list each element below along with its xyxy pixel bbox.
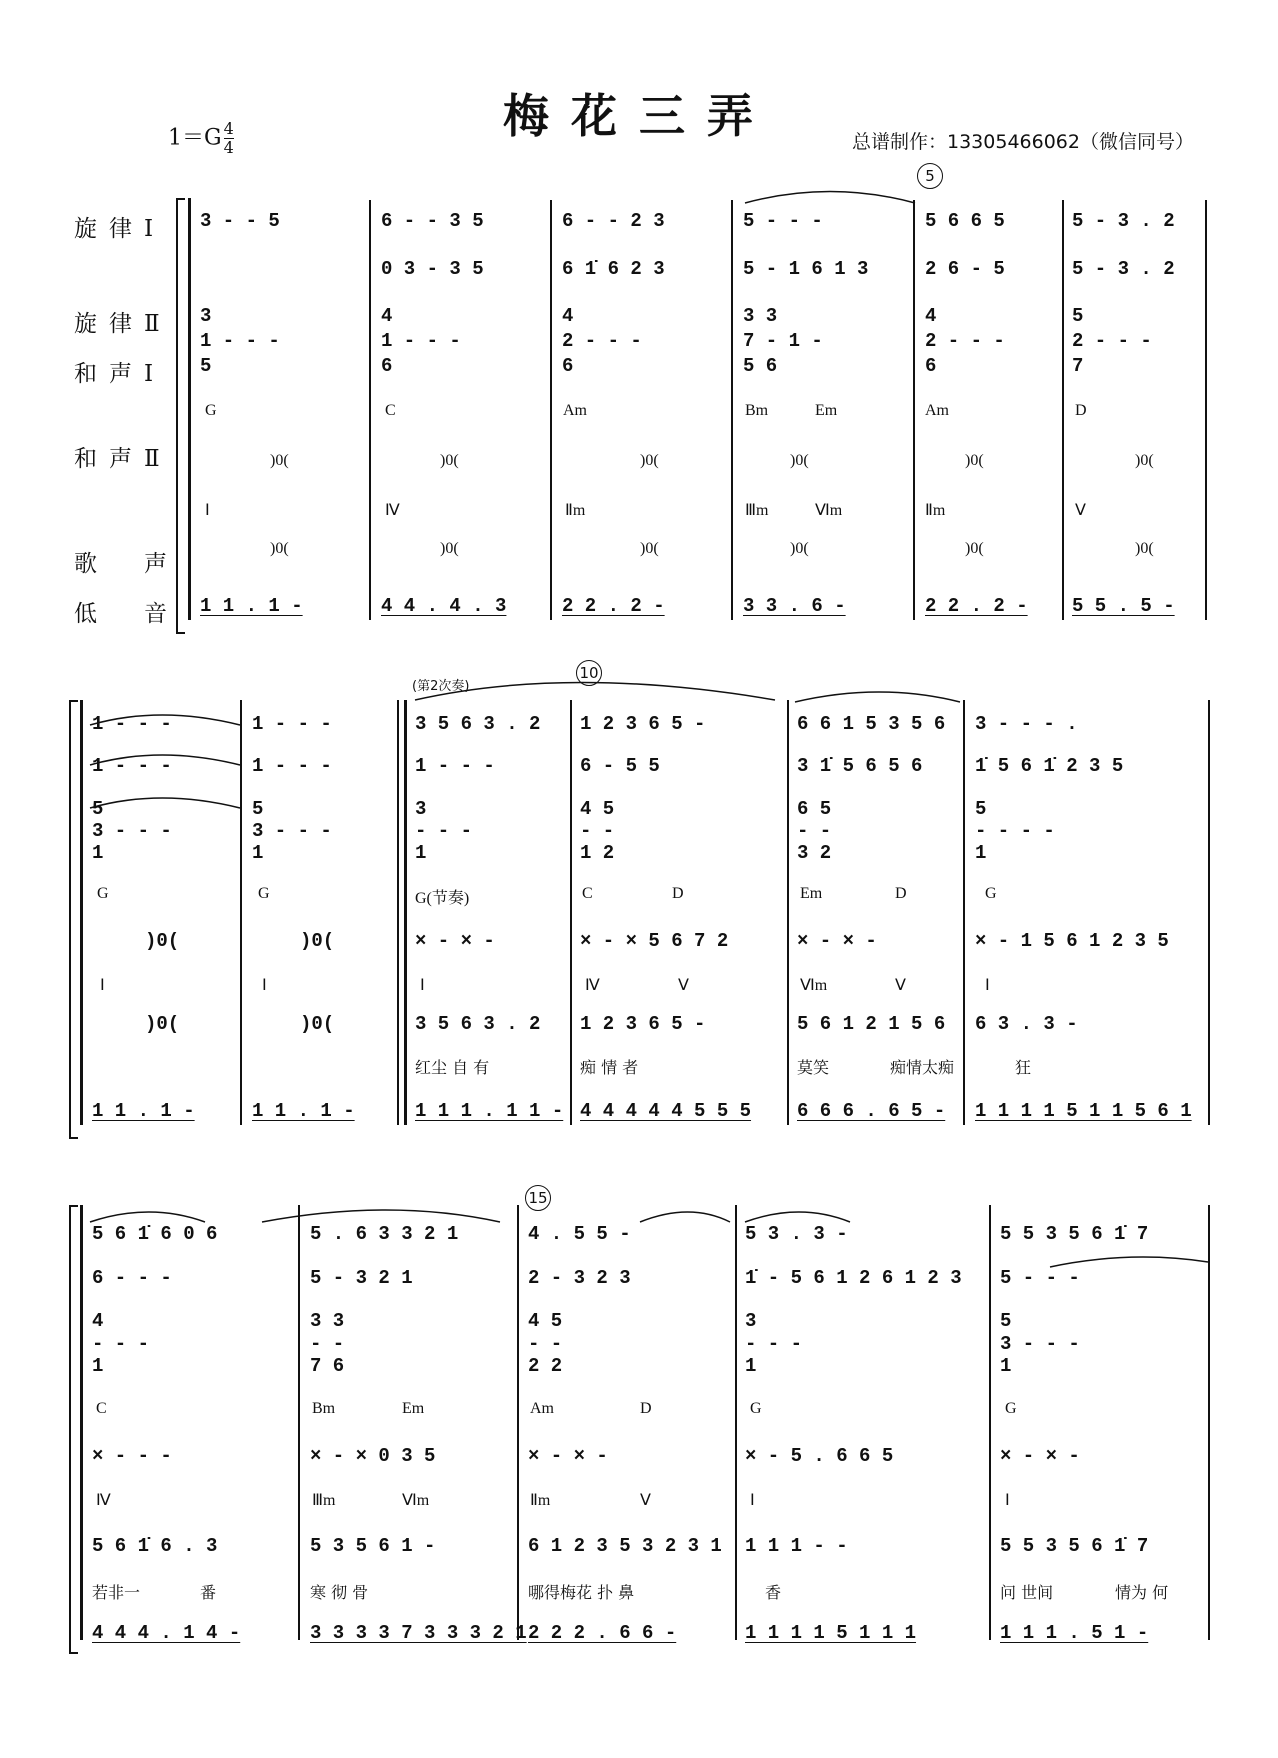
bass-measure: 2 2 2 . 6 6 - (528, 1622, 677, 1644)
bass-measure: 4 4 4 4 4 5 5 5 (580, 1100, 752, 1122)
melody-1-measure: 5 5 3 5 6 1̇ 7 (1000, 1223, 1149, 1245)
roman-numeral: Ⅵm (402, 1492, 430, 1509)
melody-1-measure: 5 6 6 5 (925, 210, 1005, 232)
harmony-top-measure: 4 (381, 305, 393, 327)
vocal-measure: 5 3 5 6 1 - (310, 1535, 436, 1557)
harmony-bottom-measure: 1 (1000, 1355, 1012, 1377)
barline (735, 1205, 737, 1640)
roman-numeral: Ⅱm (925, 502, 946, 519)
chord-symbol: Bm (745, 402, 769, 419)
voice-label-harmony-2: 和声Ⅱ (74, 446, 172, 472)
melody-2-measure: 2 - 3 2 3 (528, 1267, 631, 1289)
roman-numeral: Ⅴ (678, 977, 689, 994)
roman-numeral: Ⅰ (100, 977, 105, 994)
melody-1-measure: 1 2 3 6 5 - (580, 713, 706, 735)
bass-measure: 1 1 1 . 1 1 - (415, 1100, 564, 1122)
barline (570, 700, 572, 1125)
roman-numeral: Ⅰ (262, 977, 267, 994)
voice-label-bass: 低 音 (74, 601, 179, 627)
harmony-mid-measure: 1 - - - (200, 330, 280, 352)
melody-2-measure: 1̇ 5 6 1̇ 2 3 5 (975, 755, 1124, 777)
voice-label-melody-2: 旋律Ⅱ (74, 311, 172, 337)
harmony-mid-measure: 3 - - - (252, 820, 332, 842)
harmony-bottom-measure: 1 (415, 842, 427, 864)
chord-symbol: G(节奏) (415, 890, 470, 907)
barline (550, 200, 552, 620)
barline (369, 200, 371, 620)
harmony-top-measure: 5 (92, 798, 104, 820)
melody-2-measure: 5 - 3 2 1 (310, 1267, 413, 1289)
vocal-rest-mark: )0( (440, 540, 459, 557)
bass-measure: 5 5 . 5 - (1072, 595, 1175, 617)
barline (517, 1205, 519, 1640)
melody-2-measure: 2 6 - 5 (925, 258, 1005, 280)
melody-1-measure: 6 6 1 5 3 5 6 (797, 713, 946, 735)
harmony-mid-measure: - - - (745, 1333, 803, 1355)
melody-2-measure: 6 1̇ 6 2 3 (562, 258, 665, 280)
melody-1-measure: 3 - - - . (975, 713, 1078, 735)
melody-1-measure: 3 - - 5 (200, 210, 280, 232)
harmony-bottom-measure: 1 (252, 842, 264, 864)
melody-2-measure: 1̇ - 5 6 1 2 6 1 2 3 (745, 1267, 962, 1289)
barline (731, 200, 733, 620)
melody-2-measure: 6 - 5 5 (580, 755, 660, 777)
lyric-text: 莫笑 (797, 1058, 830, 1077)
bass-measure: 6 6 6 . 6 5 - (797, 1100, 946, 1122)
melody-2-measure: 6 - - - (92, 1267, 172, 1289)
harmony-top-measure: 4 (92, 1310, 104, 1332)
melody-1-measure: 4 . 5 5 - (528, 1223, 631, 1245)
chord-symbol: D (1075, 402, 1087, 419)
roman-numeral: Ⅵm (815, 502, 843, 519)
melody-1-measure: 5 3 . 3 - (745, 1223, 848, 1245)
barline (913, 200, 915, 620)
roman-numeral: Ⅵm (800, 977, 828, 994)
bass-measure: 1 1 1 1 5 1 1 1 (745, 1622, 917, 1644)
bass-measure: 2 2 . 2 - (925, 595, 1028, 617)
harmony-mid-measure: 3 - - - (92, 820, 172, 842)
harmony-top-measure: 4 (562, 305, 574, 327)
harmony-top-measure: 5 (1000, 1310, 1012, 1332)
voice-label-harmony-1: 和声Ⅰ (74, 361, 166, 387)
time-numerator: 4 (223, 119, 234, 138)
harmony-mid-measure: - - - (415, 820, 473, 842)
melody-1-measure: 5 - - - (743, 210, 823, 232)
vocal-rest-mark: )0( (790, 540, 809, 557)
percussion-measure: )0( (145, 930, 180, 952)
page-title: 梅花三弄 (503, 89, 775, 143)
system-3-start-bar (80, 1205, 83, 1640)
credit-line: 总谱制作：13305466062（微信同号） (852, 131, 1194, 153)
harmony-top-measure: 3 (745, 1310, 757, 1332)
percussion-measure: × - × - (1000, 1445, 1080, 1467)
chord-symbol: Bm (312, 1400, 336, 1417)
harmony-top-measure: 5 (252, 798, 264, 820)
vocal-measure: 5 6 1 2 1 5 6 (797, 1013, 946, 1035)
rest-mark: )0( (1135, 452, 1154, 469)
system-2-brace (69, 700, 78, 1139)
percussion-measure: × - 1 5 6 1 2 3 5 (975, 930, 1169, 952)
lyric-text: 番 (200, 1583, 217, 1602)
bass-measure: 3 3 . 6 - (743, 595, 846, 617)
harmony-bottom-measure: 5 (200, 355, 212, 377)
barline (963, 700, 965, 1125)
melody-2-measure: 5 - - - (1000, 1267, 1080, 1289)
bass-measure: 3 3 3 3 7 3 3 3 2 1 (310, 1622, 527, 1644)
lyric-text: 香 (765, 1583, 782, 1602)
harmony-mid-measure: - - - (92, 1333, 150, 1355)
barline (1208, 700, 1210, 1125)
chord-symbol: G (985, 885, 997, 902)
roman-numeral: Ⅲm (745, 502, 769, 519)
percussion-measure: × - - - (92, 1445, 172, 1467)
harmony-top-measure: 4 5 (528, 1310, 563, 1332)
melody-1-measure: 5 - 3 . 2 (1072, 210, 1175, 232)
harmony-bottom-measure: 3 2 (797, 842, 832, 864)
lyric-text: 狂 (1015, 1058, 1032, 1077)
rehearsal-marker-5: 5 (917, 163, 943, 189)
percussion-measure: )0( (300, 930, 335, 952)
harmony-top-measure: 5 (1072, 305, 1084, 327)
key-signature (168, 120, 234, 157)
harmony-bottom-measure: 5 6 (743, 355, 778, 377)
roman-numeral: Ⅰ (420, 977, 425, 994)
voice-label-melody-1: 旋律Ⅰ (74, 216, 166, 242)
chord-symbol: D (895, 885, 907, 902)
melody-1-measure: 1 - - - (92, 713, 172, 735)
percussion-measure: × - × - (528, 1445, 608, 1467)
melody-1-measure: 6 - - 2 3 (562, 210, 665, 232)
lyric-text: 痴 情 者 (580, 1058, 639, 1077)
time-denominator: 4 (223, 138, 234, 157)
roman-numeral: Ⅳ (385, 502, 400, 519)
roman-numeral: Ⅱm (565, 502, 586, 519)
percussion-measure: × - × 5 6 7 2 (580, 930, 729, 952)
melody-2-measure: 1 - - - (92, 755, 172, 777)
chord-symbol: C (582, 885, 593, 902)
harmony-bottom-measure: 1 2 (580, 842, 615, 864)
bass-measure: 1 1 1 . 5 1 - (1000, 1622, 1149, 1644)
melody-1-measure: 6 - - 3 5 (381, 210, 484, 232)
chord-symbol: G (97, 885, 109, 902)
time-signature (224, 120, 234, 157)
harmony-top-measure: 6 5 (797, 798, 832, 820)
chord-symbol: G (205, 402, 217, 419)
roman-numeral: Ⅴ (895, 977, 906, 994)
barline (1208, 1205, 1210, 1640)
barline (298, 1205, 300, 1640)
harmony-top-measure: 3 3 (310, 1310, 345, 1332)
repeat-bar (404, 700, 407, 1125)
chord-symbol: C (96, 1400, 107, 1417)
system-2-start-bar (80, 700, 83, 1125)
melody-2-measure: 1 - - - (252, 755, 332, 777)
chord-symbol: Em (800, 885, 823, 902)
barline (787, 700, 789, 1125)
second-time-marker: (第2次奏) (412, 679, 470, 694)
chord-symbol: G (750, 1400, 762, 1417)
harmony-top-measure: 4 5 (580, 798, 615, 820)
roman-numeral: Ⅰ (205, 502, 210, 519)
harmony-bottom-measure: 1 (92, 842, 104, 864)
chord-symbol: D (640, 1400, 652, 1417)
chord-symbol: Am (530, 1400, 554, 1417)
chord-symbol: Am (563, 402, 587, 419)
barline (397, 700, 399, 1125)
harmony-mid-measure: - - - - (975, 820, 1055, 842)
harmony-mid-measure: 2 - - - (562, 330, 642, 352)
harmony-mid-measure: - - (797, 820, 832, 842)
vocal-measure: )0( (300, 1013, 335, 1035)
roman-numeral: Ⅲm (312, 1492, 336, 1509)
percussion-measure: × - × - (797, 930, 877, 952)
rest-mark: )0( (965, 452, 984, 469)
vocal-measure: 1 2 3 6 5 - (580, 1013, 706, 1035)
barline (240, 700, 242, 1125)
lyric-text: 痴情太痴 (890, 1058, 955, 1077)
vocal-rest-mark: )0( (640, 540, 659, 557)
rest-mark: )0( (270, 452, 289, 469)
harmony-mid-measure: 7 - 1 - (743, 330, 823, 352)
vocal-rest-mark: )0( (965, 540, 984, 557)
vocal-rest-mark: )0( (1135, 540, 1154, 557)
lyric-text: 情为 何 (1115, 1583, 1169, 1602)
vocal-rest-mark: )0( (270, 540, 289, 557)
melody-1-measure: 3 5 6 3 . 2 (415, 713, 541, 735)
harmony-top-measure: 3 3 (743, 305, 778, 327)
bass-measure: 4 4 4 . 1 4 - (92, 1622, 241, 1644)
harmony-mid-measure: - - (580, 820, 615, 842)
roman-numeral: Ⅰ (1005, 1492, 1010, 1509)
harmony-mid-measure: - - (528, 1333, 563, 1355)
barline (1062, 200, 1064, 620)
harmony-top-measure: 4 (925, 305, 937, 327)
harmony-top-measure: 3 (200, 305, 212, 327)
chord-symbol: G (258, 885, 270, 902)
system-3-brace (69, 1205, 78, 1654)
roman-numeral: Ⅳ (96, 1492, 111, 1509)
harmony-mid-measure: 2 - - - (925, 330, 1005, 352)
harmony-mid-measure: - - (310, 1333, 345, 1355)
roman-numeral: Ⅴ (1075, 502, 1086, 519)
harmony-bottom-measure: 1 (745, 1355, 757, 1377)
rehearsal-marker-10: 10 (576, 660, 602, 686)
lyric-text: 红尘 自 有 (415, 1058, 490, 1077)
rest-mark: )0( (640, 452, 659, 469)
melody-2-measure: 1 - - - (415, 755, 495, 777)
bass-measure: 1 1 . 1 - (92, 1100, 195, 1122)
harmony-top-measure: 3 (415, 798, 427, 820)
voice-label-vocal: 歌 声 (74, 551, 179, 577)
lyric-text: 哪得梅花 扑 鼻 (528, 1583, 635, 1602)
lyric-text: 问 世间 (1000, 1583, 1054, 1602)
rest-mark: )0( (440, 452, 459, 469)
harmony-mid-measure: 1 - - - (381, 330, 461, 352)
roman-numeral: Ⅰ (985, 977, 990, 994)
roman-numeral: Ⅳ (585, 977, 600, 994)
system-1-start-bar (188, 198, 191, 620)
harmony-top-measure: 5 (975, 798, 987, 820)
vocal-measure: 6 3 . 3 - (975, 1013, 1078, 1035)
harmony-bottom-measure: 1 (975, 842, 987, 864)
lyric-text: 寒 彻 骨 (310, 1583, 369, 1602)
roman-numeral: Ⅰ (750, 1492, 755, 1509)
rest-mark: )0( (790, 452, 809, 469)
harmony-bottom-measure: 7 6 (310, 1355, 345, 1377)
barline (989, 1205, 991, 1640)
chord-symbol: Em (402, 1400, 425, 1417)
harmony-bottom-measure: 6 (925, 355, 937, 377)
chord-symbol: Am (925, 402, 949, 419)
melody-2-measure: 5 - 3 . 2 (1072, 258, 1175, 280)
harmony-bottom-measure: 2 2 (528, 1355, 563, 1377)
melody-1-measure: 5 . 6 3 3 2 1 (310, 1223, 459, 1245)
harmony-bottom-measure: 7 (1072, 355, 1084, 377)
system-1-brace (176, 198, 185, 634)
percussion-measure: × - × - (415, 930, 495, 952)
rehearsal-marker-15: 15 (525, 1185, 551, 1211)
vocal-measure: 6 1 2 3 5 3 2 3 1 (528, 1535, 722, 1557)
lyric-text: 若非一 (92, 1583, 141, 1602)
melody-1-measure: 1 - - - (252, 713, 332, 735)
vocal-measure: 5 6 1̇ 6 . 3 (92, 1535, 218, 1557)
bass-measure: 1 1 . 1 - (252, 1100, 355, 1122)
bass-measure: 1 1 . 1 - (200, 595, 303, 617)
harmony-mid-measure: 3 - - - (1000, 1333, 1080, 1355)
barline (1205, 200, 1207, 620)
bass-measure: 1 1 1 1 5 1 1 5 6 1 (975, 1100, 1192, 1122)
percussion-measure: × - × 0 3 5 (310, 1445, 436, 1467)
bass-measure: 4 4 . 4 . 3 (381, 595, 507, 617)
chord-symbol: D (672, 885, 684, 902)
vocal-measure: 5 5 3 5 6 1̇ 7 (1000, 1535, 1149, 1557)
roman-numeral: Ⅱm (530, 1492, 551, 1509)
chord-symbol: G (1005, 1400, 1017, 1417)
vocal-measure: )0( (145, 1013, 180, 1035)
harmony-mid-measure: 2 - - - (1072, 330, 1152, 352)
percussion-measure: × - 5 . 6 6 5 (745, 1445, 894, 1467)
harmony-bottom-measure: 1 (92, 1355, 104, 1377)
bass-measure: 2 2 . 2 - (562, 595, 665, 617)
vocal-measure: 3 5 6 3 . 2 (415, 1013, 541, 1035)
harmony-bottom-measure: 6 (381, 355, 393, 377)
melody-2-measure: 0 3 - 3 5 (381, 258, 484, 280)
harmony-bottom-measure: 6 (562, 355, 574, 377)
melody-2-measure: 3 1̇ 5 6 5 6 (797, 755, 923, 777)
vocal-measure: 1 1 1 - - (745, 1535, 848, 1557)
key-label: 1＝G (168, 125, 222, 151)
melody-2-measure: 5 - 1 6 1 3 (743, 258, 869, 280)
roman-numeral: Ⅴ (640, 1492, 651, 1509)
chord-symbol: C (385, 402, 396, 419)
melody-1-measure: 5 6 1̇ 6 0 6 (92, 1223, 218, 1245)
chord-symbol: Em (815, 402, 838, 419)
